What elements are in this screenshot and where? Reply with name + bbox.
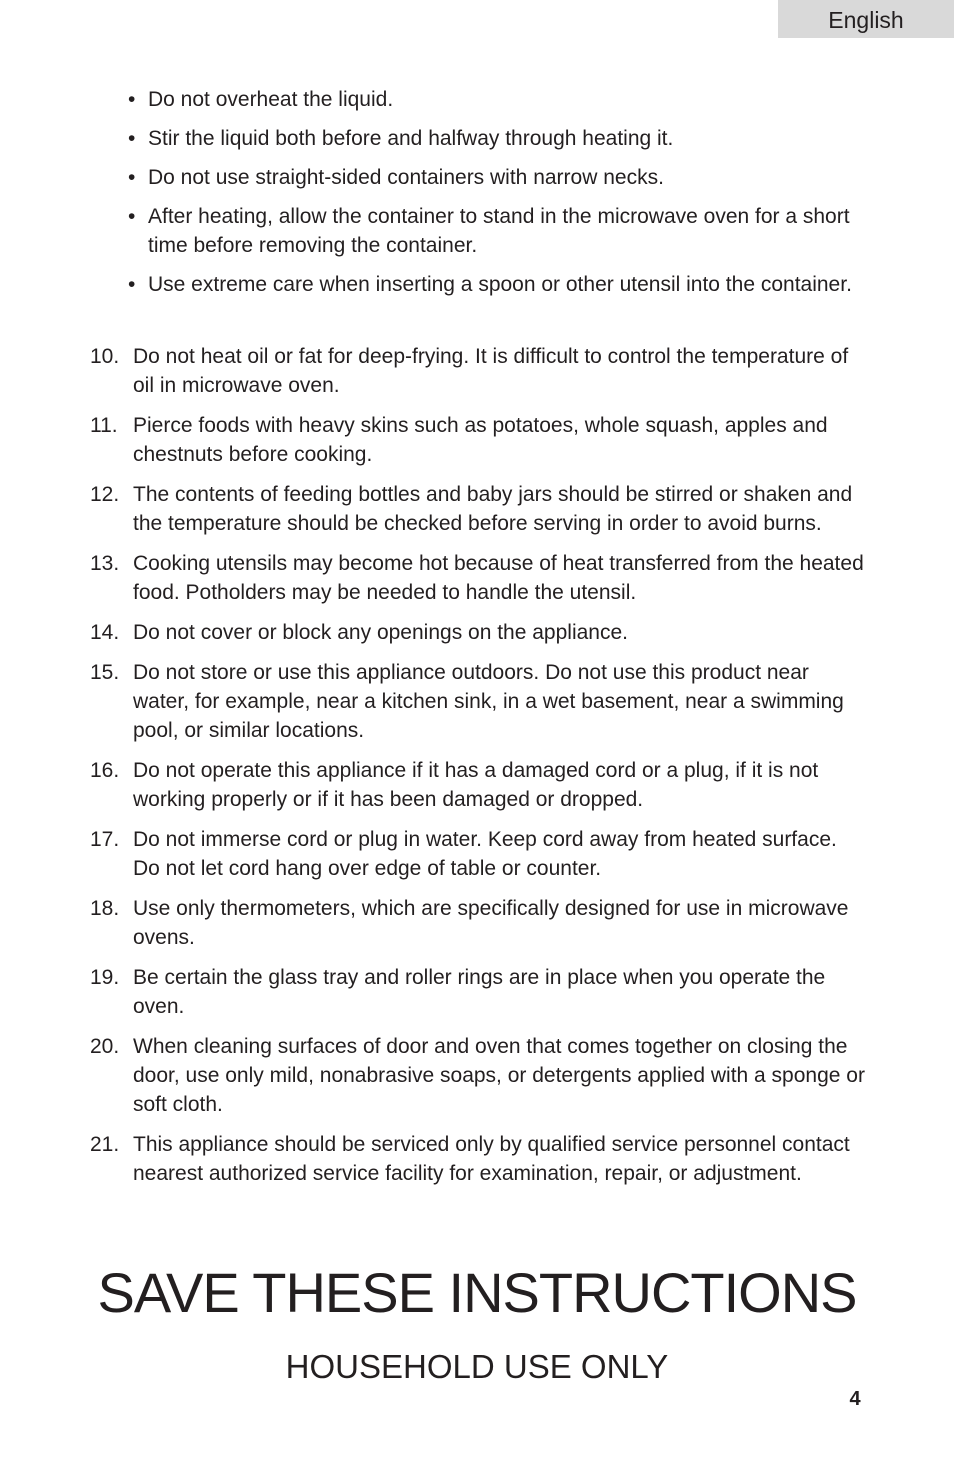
item-text: Cooking utensils may become hot because of heat transferred from the heated food. Potholders may be needed to handle the utensil. xyxy=(133,552,864,604)
numbered-instruction-list xyxy=(90,342,865,1199)
item-text: Do not heat oil or fat for deep-frying. It is difficult to control the temperature of oil in microwave oven. xyxy=(133,345,849,397)
item-text: Be certain the glass tray and roller rings are in place when you operate the oven. xyxy=(133,966,826,1018)
page-number: 4 xyxy=(849,1388,861,1410)
item-number: 13. xyxy=(90,552,120,575)
bullet-dot: • xyxy=(128,166,136,189)
bullet-dot: • xyxy=(128,273,136,296)
list-item xyxy=(90,1032,865,1119)
list-item xyxy=(128,85,868,114)
save-instructions-heading: SAVE THESE INSTRUCTIONS xyxy=(97,1261,857,1324)
list-item xyxy=(90,549,865,607)
list-item xyxy=(90,658,865,745)
item-number: 18. xyxy=(90,897,120,920)
household-use-subheading: HOUSEHOLD USE ONLY xyxy=(285,1348,669,1385)
item-text: Use only thermometers, which are specifically designed for use in microwave ovens. xyxy=(133,897,849,949)
item-number: 11. xyxy=(90,414,118,437)
language-tab: English xyxy=(778,0,954,38)
list-item xyxy=(128,163,868,192)
list-item xyxy=(90,411,865,469)
list-item xyxy=(128,270,868,299)
bullet-text: Do not overheat the liquid. xyxy=(148,88,394,111)
list-item xyxy=(90,756,865,814)
item-text: Do not store or use this appliance outdoors. Do not use this product near water, for example, near a kitchen sink, in a wet basement, near a swimming pool, or similar locations. xyxy=(133,661,844,742)
list-item xyxy=(90,894,865,952)
bullet-text: Do not use straight-sided containers with narrow necks. xyxy=(148,166,664,189)
item-number: 10. xyxy=(90,345,120,368)
item-number: 19. xyxy=(90,966,120,989)
item-text: Pierce foods with heavy skins such as potatoes, whole squash, apples and chestnuts before cooking. xyxy=(133,414,828,466)
item-text: This appliance should be serviced only by qualified service personnel contact nearest authorized service facility for examination, repair, or adjustment. xyxy=(133,1133,850,1185)
item-number: 21. xyxy=(90,1133,120,1156)
item-number: 17. xyxy=(90,828,120,851)
bullet-text: Stir the liquid both before and halfway through heating it. xyxy=(148,127,674,150)
item-number: 12. xyxy=(90,483,120,506)
item-number: 15. xyxy=(90,661,120,684)
item-number: 16. xyxy=(90,759,120,782)
list-item xyxy=(90,480,865,538)
item-text: Do not operate this appliance if it has a damaged cord or a plug, if it is not working properly or if it has been damaged or dropped. xyxy=(133,759,819,811)
list-item xyxy=(90,618,865,647)
bullet-dot: • xyxy=(128,127,136,150)
bullet-dot: • xyxy=(128,205,136,228)
list-item xyxy=(90,342,865,400)
item-text: When cleaning surfaces of door and oven that comes together on closing the door, use only mild, nonabrasive soaps, or detergents applied with a sponge or soft cloth. xyxy=(133,1035,865,1116)
list-item xyxy=(128,202,868,260)
item-number: 14. xyxy=(90,621,120,644)
item-text: Do not cover or block any openings on the appliance. xyxy=(133,621,628,644)
list-item xyxy=(128,124,868,153)
item-number: 20. xyxy=(90,1035,120,1058)
item-text: Do not immerse cord or plug in water. Keep cord away from heated surface. Do not let cord hang over edge of table or counter. xyxy=(133,828,837,880)
list-item xyxy=(90,825,865,883)
bullet-dot: • xyxy=(128,88,136,111)
list-item xyxy=(90,963,865,1021)
bullet-text: After heating, allow the container to stand in the microwave oven for a short time before removing the container. xyxy=(148,205,850,257)
bullet-text: Use extreme care when inserting a spoon or other utensil into the container. xyxy=(148,273,852,296)
list-item xyxy=(90,1130,865,1188)
item-text: The contents of feeding bottles and baby jars should be stirred or shaken and the temperature should be checked before serving in order to avoid burns. xyxy=(133,483,853,535)
bullet-list xyxy=(128,85,868,309)
